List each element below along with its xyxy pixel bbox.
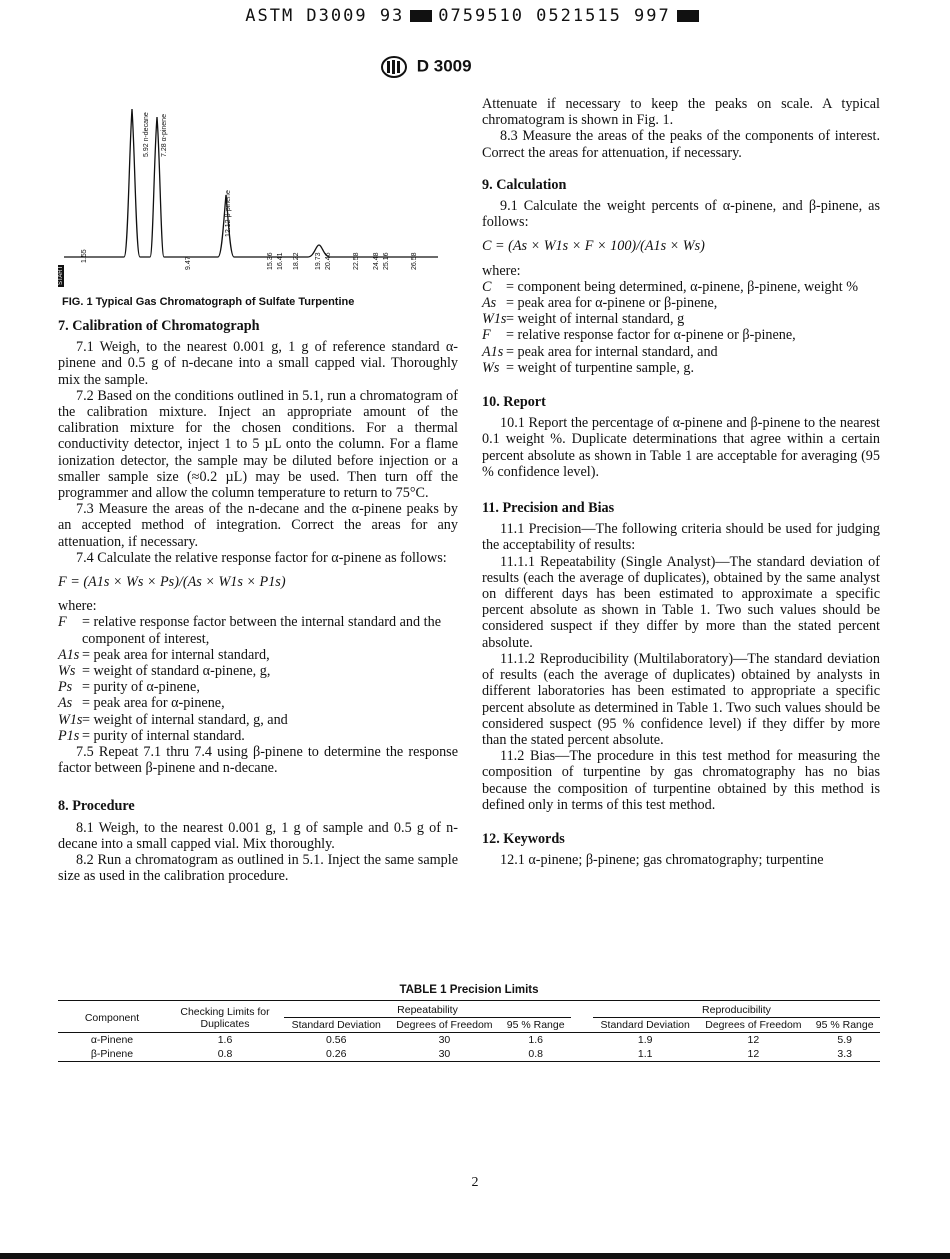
definition-symbol: As <box>58 695 73 712</box>
definition-text: = weight of internal standard, g, and <box>82 711 288 728</box>
peak-label-20-46: 20.46 <box>325 252 332 270</box>
peak-label-19-73: 19.73 <box>315 252 322 270</box>
table-bottom-rule <box>58 1061 880 1062</box>
definition <box>482 327 880 343</box>
definition-symbol: F <box>482 327 491 344</box>
cell-component: β-Pinene <box>90 1048 134 1060</box>
header-repeatability: Repeatability <box>284 1003 571 1018</box>
definition <box>58 614 458 646</box>
peak-label-26-58: 26.58 <box>411 252 418 270</box>
figure-caption: FIG. 1 Typical Gas Chromatograph of Sulfate Turpentine <box>62 296 355 308</box>
peak-label-beta-pinene: 12.12 β-pinene <box>225 190 232 237</box>
header-mark-2 <box>677 10 699 22</box>
equation-c: C = (As × W1s × F × 100)/(A1s × Ws) <box>482 238 705 255</box>
header-right-text: 0759510 0521515 997 <box>438 6 671 26</box>
definition <box>58 728 458 744</box>
cell-r-range: 0.8 <box>528 1048 543 1060</box>
para-11-1-1: 11.1.1 Repeatability (Single Analyst)—The standard deviation of results (each the average of duplicates), obtained by the same analyst on different days has been estimated to approximate a specific percent absolute as shown in Table 1. Two such values should be considered suspect if they differ by more than the stated percent absolute. <box>482 553 880 651</box>
definition-text: = peak area for internal standard, <box>82 646 270 663</box>
definition-text: = relative response factor for α-pinene or β-pinene, <box>506 327 796 344</box>
para-10-1: 10.1 Report the percentage of α-pinene and β-pinene to the nearest 0.1 weight %. Duplicate determinations that agree within a certain percent absolute as shown in Table 1 are acceptable for averaging (95 % confidence level). <box>482 415 880 480</box>
header-range: 95 % Range <box>506 1019 565 1031</box>
peak-label-alpha-pinene: 7.28 α-pinene <box>161 114 168 157</box>
para-7-4: 7.4 Calculate the relative response factor for α-pinene as follows: <box>76 549 447 566</box>
para-7-3: 7.3 Measure the areas of the n-decane and the α-pinene peaks by an accepted method of integration. Correct the areas for any attenuation, if necessary. <box>58 501 458 550</box>
para-7-5: 7.5 Repeat 7.1 thru 7.4 using β-pinene to determine the response factor between β-pinene and n-decane. <box>58 744 458 777</box>
cell-p-dof: 12 <box>747 1048 760 1060</box>
cell-p-dof: 12 <box>747 1034 760 1046</box>
cell-r-dof: 30 <box>438 1048 451 1060</box>
definition-text: = weight of standard α-pinene, g, <box>82 663 271 680</box>
para-11-1-2: 11.1.2 Reproducibility (Multilaboratory)—The standard deviation of results (each the average of duplicates) obtained by analysts in different laboratories has been estimated to appropriate a specific percent absolute as determined in Table 1. Two such values should be considered suspect (95 % confidence level) if they differ by more than the stated percent absolute. <box>482 650 880 748</box>
peak-label-n-decane: 5.92 n-decane <box>143 112 150 157</box>
definition-symbol: As <box>482 295 497 312</box>
table-title: TABLE 1 Precision Limits <box>399 984 539 996</box>
definition <box>58 663 458 679</box>
chromatogram-trace <box>64 109 438 257</box>
para-8-2: 8.2 Run a chromatogram as outlined in 5.1. Inject the same sample size as used in the calibration procedure. <box>58 852 458 885</box>
page-number: 2 <box>471 1175 479 1190</box>
astm-logo-line <box>380 56 472 78</box>
cell-r-std: 0.26 <box>326 1048 347 1060</box>
definition <box>482 344 880 360</box>
section-10-heading: 10. Report <box>482 394 546 411</box>
definition-symbol: W1s <box>482 311 507 328</box>
definition-text: = weight of turpentine sample, g. <box>506 359 695 376</box>
header-std-dev: Standard Deviation <box>291 1019 381 1031</box>
where-label: where: <box>58 598 97 615</box>
para-8-2-continued: Attenuate if necessary to keep the peaks on scale. A typical chromatogram is shown in Fig. 1. <box>482 96 880 129</box>
where-label: where: <box>482 262 521 279</box>
para-8-3: 8.3 Measure the areas of the peaks of the components of interest. Correct the areas for attenuation, if necessary. <box>482 128 880 161</box>
table-top-rule <box>58 1000 880 1001</box>
section-9-heading: 9. Calculation <box>482 176 567 193</box>
para-9-1: 9.1 Calculate the weight percents of α-pinene, and β-pinene, as follows: <box>482 198 880 231</box>
definition <box>58 647 458 663</box>
table-row <box>58 1047 880 1061</box>
definition-symbol: Ps <box>58 679 73 696</box>
header-left-text: ASTM D3009 93 <box>245 6 405 26</box>
header-mark-1 <box>410 10 432 22</box>
para-7-1: 7.1 Weigh, to the nearest 0.001 g, 1 g of reference standard α-pinene and 0.5 g of n-decane into a small capped vial. Thoroughly mix the sample. <box>58 339 458 388</box>
cell-p-range: 3.3 <box>837 1048 852 1060</box>
left-column <box>58 318 458 885</box>
precision-table <box>58 1003 880 1062</box>
peak-label-18-22: 18.22 <box>293 252 300 270</box>
section-12-heading: 12. Keywords <box>482 830 565 847</box>
definition <box>58 712 458 728</box>
designation: D 3009 <box>416 56 472 76</box>
header-checking-limits: Checking Limits for Duplicates <box>180 1005 270 1030</box>
peak-label-1: 1.55 <box>81 249 88 263</box>
peak-label-16-41: 16.41 <box>277 252 284 270</box>
peak-label-9-47: 9.47 <box>185 256 192 270</box>
definition <box>482 360 880 376</box>
chromatogram-figure <box>58 95 458 293</box>
cell-r-range: 1.6 <box>528 1034 543 1046</box>
definition-text: = component being determined, α-pinene, β-pinene, weight % <box>506 278 859 295</box>
definition-text: = purity of α-pinene, <box>82 679 200 696</box>
section-11-heading: 11. Precision and Bias <box>482 500 615 517</box>
cell-r-std: 0.56 <box>326 1034 347 1046</box>
definition-text: = purity of internal standard. <box>82 727 245 744</box>
right-column <box>482 96 880 868</box>
definition-text: = weight of internal standard, g <box>506 311 685 328</box>
cell-p-std: 1.9 <box>637 1034 653 1046</box>
header-range: 95 % Range <box>815 1019 874 1031</box>
cell-component: α-Pinene <box>90 1034 134 1046</box>
definition-text: = peak area for α-pinene or β-pinene, <box>506 295 718 312</box>
para-11-2: 11.2 Bias—The procedure in this test method for measuring the composition of turpentine by gas chromatography has no bias because the composition of turpentine obtained by this method is defined only in terms of this test method. <box>482 748 880 813</box>
peak-label-15-36: 15.36 <box>267 252 274 270</box>
para-8-1: 8.1 Weigh, to the nearest 0.001 g, 1 g of sample and 0.5 g of n-decane into a small capped vial. Mix thoroughly. <box>58 819 458 852</box>
definition <box>482 279 880 295</box>
cell-p-std: 1.1 <box>637 1048 653 1060</box>
header-dof: Degrees of Freedom <box>705 1019 802 1031</box>
para-7-2: 7.2 Based on the conditions outlined in 5.1, run a chromatogram of the calibration mixture. Inject an appropriate amount of the calibration mixture for the chosen conditions. For a thermal conductivity detector, inject 1 to 5 µL onto the column. For a flame ionization detector, the sample may be diluted before injection or a smaller sample size (≈0.2 µL) may be used. Then turn off the programmer and allow the column temperature to return to 75°C. <box>58 387 458 502</box>
header-reproducibility: Reproducibility <box>593 1003 880 1018</box>
cell-p-range: 5.9 <box>837 1034 852 1046</box>
definition <box>58 679 458 695</box>
para-11-1: 11.1 Precision—The following criteria should be used for judging the acceptability of results: <box>482 521 880 554</box>
running-header <box>0 6 950 26</box>
table-row <box>58 1033 880 1047</box>
definition <box>482 311 880 327</box>
definition-text: = peak area for internal standard, and <box>506 343 718 360</box>
peak-label-25-16: 25.16 <box>383 252 390 270</box>
equation-f: F = (A1s × Ws × Ps)/(As × W1s × P1s) <box>58 574 286 591</box>
para-12-1: 12.1 α-pinene; β-pinene; gas chromatography; turpentine <box>500 852 824 869</box>
definition-symbol: A1s <box>58 646 80 663</box>
header-component: Component <box>84 1011 140 1024</box>
section-7-heading: 7. Calibration of Chromatograph <box>58 318 260 334</box>
definition-text: = peak area for α-pinene, <box>82 695 225 712</box>
cell-checking: 1.6 <box>217 1034 233 1046</box>
definition-symbol: Ws <box>482 359 500 376</box>
section-8-heading: 8. Procedure <box>58 798 135 815</box>
definition-symbol: F <box>58 614 67 631</box>
definition-symbol: W1s <box>58 711 83 728</box>
definition <box>58 695 458 711</box>
definition-symbol: P1s <box>58 727 80 744</box>
definition-symbol: A1s <box>482 343 504 360</box>
definition <box>482 295 880 311</box>
scan-bottom-edge <box>0 1253 950 1259</box>
peak-label-24-48: 24.48 <box>373 252 380 270</box>
peak-label-22-58: 22.58 <box>353 252 360 270</box>
astm-logo-icon <box>380 56 408 78</box>
definition-symbol: Ws <box>58 663 76 680</box>
header-std-dev: Standard Deviation <box>600 1019 690 1031</box>
definition-symbol: C <box>482 278 492 295</box>
definition-text: = relative response factor between the internal standard and the component of interest, <box>82 614 441 647</box>
cell-r-dof: 30 <box>438 1034 451 1046</box>
cell-checking: 0.8 <box>217 1048 233 1060</box>
start-label: START <box>58 265 64 285</box>
header-dof: Degrees of Freedom <box>396 1019 493 1031</box>
